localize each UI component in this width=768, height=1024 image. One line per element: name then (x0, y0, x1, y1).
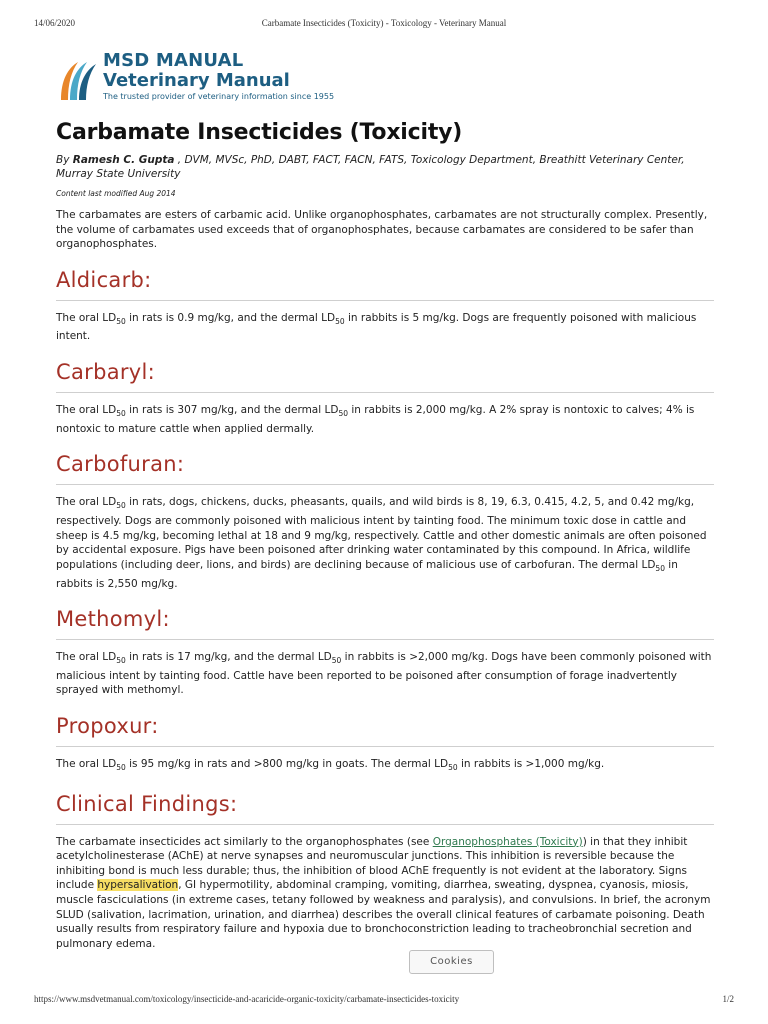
cookies-button[interactable]: Cookies (409, 950, 494, 974)
print-date: 14/06/2020 (34, 18, 76, 28)
clinical-findings-paragraph (56, 835, 714, 952)
article-title: Carbamate Insecticides (Toxicity) (56, 120, 463, 145)
heading-carbaryl: Carbaryl: (56, 360, 714, 393)
print-url: https://www.msdvetmanual.com/toxicology/insecticide-and-acaricide-organic-toxicity/carbamate-insecticides-toxicity (34, 994, 460, 1004)
clinical-text-2: ) in that they inhibit acetylcholinesterase (AChE) at nerve synapses and neuromuscular junctions. This inhibition is reversible because the inhibiting bond is much less durable; thus, the inhibition of blood AChE frequently is not evident at the laboratory. Signs include (56, 835, 688, 892)
byline-by: By (56, 154, 70, 166)
heading-carbofuran: Carbofuran: (56, 452, 714, 485)
ld50-subscript: 50 (116, 316, 126, 326)
brand-name: MSD MANUAL (103, 50, 244, 71)
ld50-subscript: 50 (116, 409, 126, 419)
ld-prefix: The oral LD (56, 651, 117, 664)
ld50-subscript: 50 (116, 763, 126, 773)
content-modified-date: Content last modified Aug 2014 (56, 189, 176, 198)
carbaryl-paragraph (56, 403, 714, 436)
brand-header[interactable] (56, 50, 396, 106)
ld50-subscript: 50 (655, 563, 665, 573)
ld50-subscript: 50 (335, 316, 345, 326)
byline (56, 153, 714, 181)
propoxur-text-1: is 95 mg/kg in rats and >800 mg/kg in goats. The dermal LD (125, 757, 449, 770)
highlighted-term: hypersalivation (97, 879, 179, 892)
ld-prefix: The oral LD (56, 496, 117, 509)
clinical-text-1: The carbamate insecticides act similarly to the organophosphates (see (56, 835, 433, 848)
ld-prefix: The oral LD (56, 404, 117, 417)
methomyl-paragraph (56, 650, 714, 698)
ld50-subscript: 50 (448, 763, 458, 773)
ld50-subscript: 50 (338, 409, 348, 419)
aldicarb-text-1: in rats is 0.9 mg/kg, and the dermal LD (125, 311, 336, 324)
propoxur-paragraph (56, 757, 714, 776)
propoxur-text-2: in rabbits is >1,000 mg/kg. (457, 757, 605, 770)
carbofuran-paragraph (56, 495, 714, 591)
author-name[interactable]: Ramesh C. Gupta (72, 154, 175, 166)
carbaryl-text-2: in rabbits is 2,000 mg/kg. A 2% spray is nontoxic to calves; 4% is nontoxic to mature cattle when applied dermally. (56, 404, 695, 435)
aldicarb-text-2: in rabbits is 5 mg/kg. Dogs are frequently poisoned with malicious intent. (56, 311, 697, 343)
carbofuran-text-1: in rats, dogs, chickens, ducks, pheasants, quails, and wild birds is 8, 19, 6.3, 0.415, 4.2, 5, and 0.42 mg/kg, respectively. Dogs are commonly poisoned with malicious intent by tainting food. The minimum toxic dose in cattle and sheep is 4.5 mg/kg, becoming lethal at 18 and 9 mg/kg, respectively. Cattle and other domestic animals are often poisoned by accidental exposure. Pigs have been poisoned after drinking water contaminated by this compound. In Africa, wildlife populations (including deer, lions, and birds) are declining because of malicious use of carbofuran. The dermal LD (56, 496, 707, 571)
clinical-text-3: , GI hypermotility, abdominal cramping, vomiting, diarrhea, sweating, dyspnea, cyanosis, miosis, muscle fasciculations (in extreme cases, tetany followed by weakness and paralysis), and convulsions. In brief, the acronym SLUD (salivation, lacrimation, urination, and diarrhea) describes the overall clinical features of carbamate poisoning. Death usually results from respiratory failure and hypoxia due to bronchoconstriction leading to tracheobronchial secretion and pulmonary edema. (56, 879, 711, 950)
msd-logo-icon (56, 56, 98, 104)
article (56, 120, 714, 951)
ld50-subscript: 50 (116, 501, 126, 511)
heading-aldicarb: Aldicarb: (56, 268, 714, 301)
ld50-subscript: 50 (331, 656, 342, 666)
print-page-title: Carbamate Insecticides (Toxicity) - Toxicology - Veterinary Manual (261, 18, 507, 28)
ld50-subscript: 50 (116, 656, 126, 666)
intro-paragraph: The carbamates are esters of carbamic acid. Unlike organophosphates, carbamates are not structurally complex. Presently, the volume of carbamates used exceeds that of organophosphates, because carbamates are considered to be safer than organophosphates. (56, 209, 708, 251)
print-page-number: 1/2 (722, 994, 734, 1004)
organophosphates-link[interactable]: Organophosphates (Toxicity) (432, 835, 583, 848)
ld-prefix: The oral LD (56, 757, 117, 770)
methomyl-text-2: in rabbits is >2,000 mg/kg. Dogs have been commonly poisoned with malicious intent by tainting food. Cattle have been reported to be poisoned after consumption of forage inadvertently sprayed with methomyl. (56, 651, 712, 697)
brand-tagline: The trusted provider of veterinary information since 1955 (103, 92, 335, 101)
heading-methomyl: Methomyl: (56, 607, 714, 640)
brand-subtitle: Veterinary Manual (103, 70, 290, 91)
heading-propoxur: Propoxur: (56, 714, 714, 747)
author-credentials: , DVM, MVSc, PhD, DABT, FACT, FACN, FATS, Toxicology Department, Breathitt Veterinary Center, Murray State University (56, 154, 685, 180)
heading-clinical-findings: Clinical Findings: (56, 792, 714, 825)
ld-prefix: The oral LD (56, 311, 117, 324)
methomyl-text-1: in rats is 17 mg/kg, and the dermal LD (125, 651, 332, 664)
carbaryl-text-1: in rats is 307 mg/kg, and the dermal LD (125, 404, 339, 417)
carbofuran-text-2: in rabbits is 2,550 mg/kg. (56, 558, 678, 590)
aldicarb-paragraph (56, 311, 714, 344)
